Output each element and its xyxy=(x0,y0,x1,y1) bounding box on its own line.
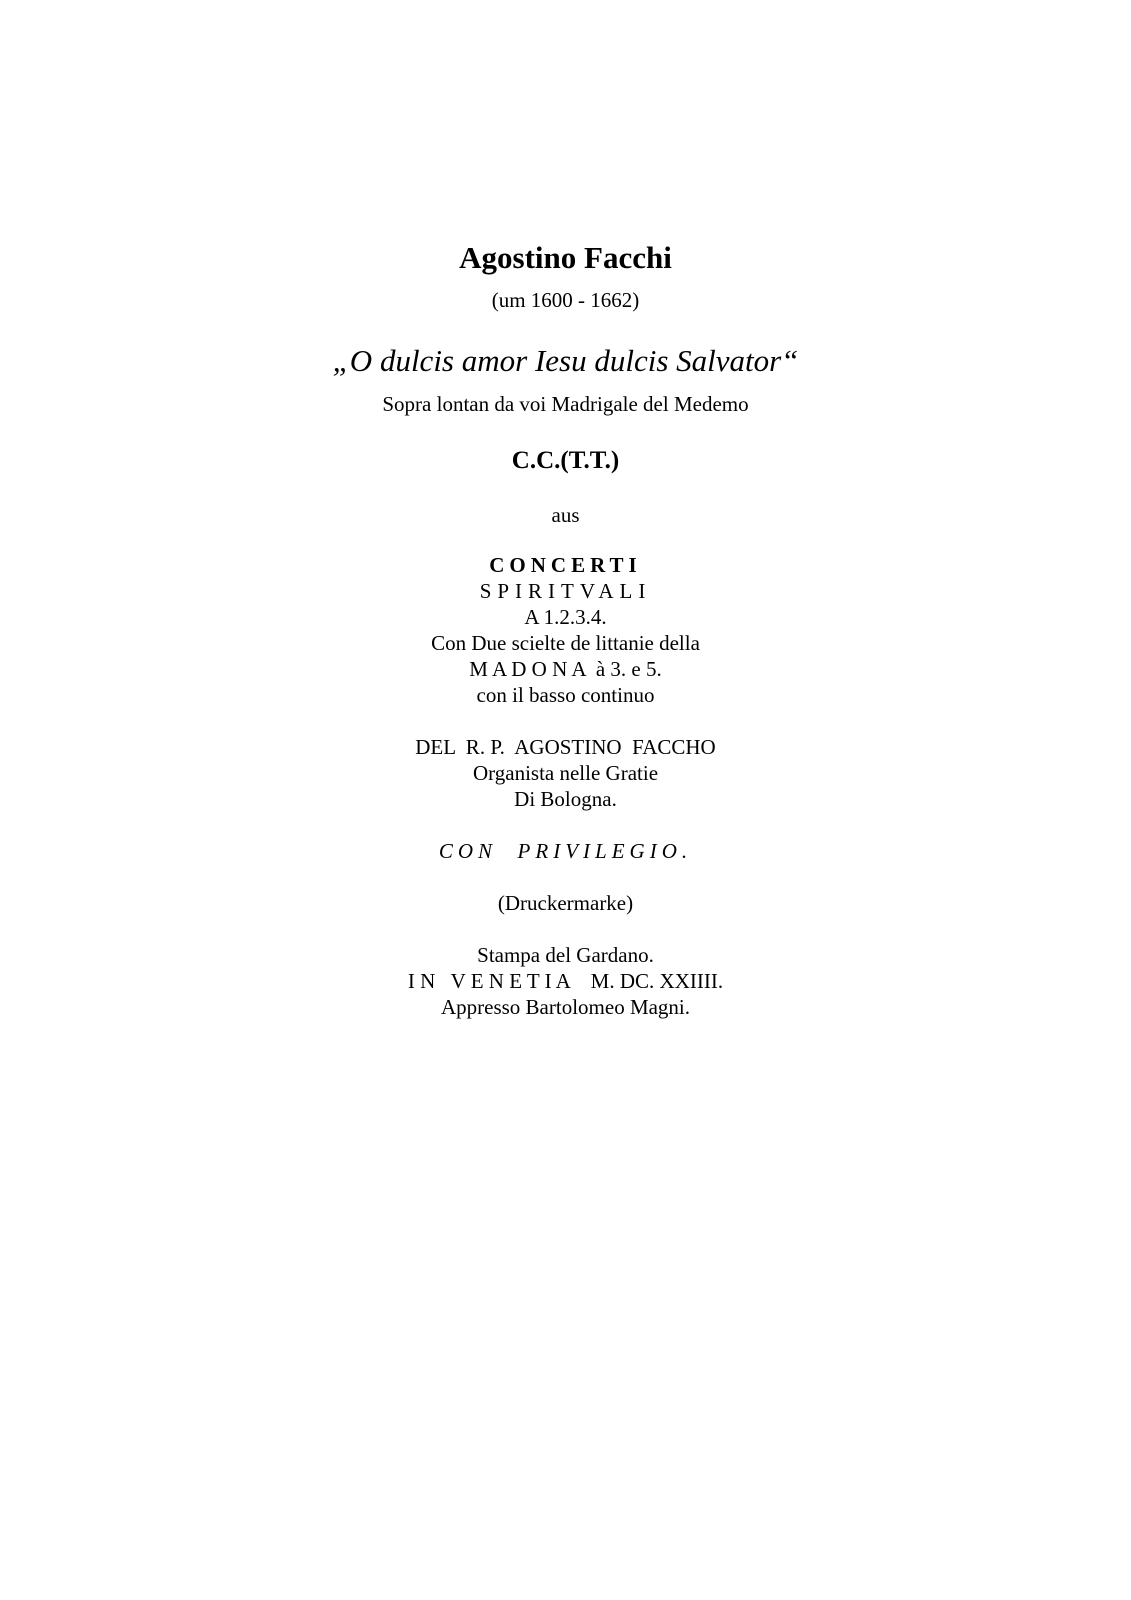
title-page-line: Con Due scielte de littanie della xyxy=(431,631,700,655)
privilege-note: CON PRIVILEGIO. xyxy=(438,839,693,863)
work-subtitle: Sopra lontan da voi Madrigale del Medemo xyxy=(382,392,749,416)
imprint-line: Appresso Bartolomeo Magni. xyxy=(440,995,691,1019)
imprint-line: I N V E N E T I A M. DC. XXIIII. xyxy=(407,969,724,993)
work-title: „O dulcis amor Iesu dulcis Salvator“ xyxy=(332,343,799,378)
imprint-line: Stampa del Gardano. xyxy=(477,943,654,967)
source-intro: aus xyxy=(551,503,580,527)
author-line: Di Bologna. xyxy=(514,787,617,811)
printer-mark-note: (Druckermarke) xyxy=(497,891,634,915)
title-page-line: M A D O N A à 3. e 5. xyxy=(469,657,662,681)
author-line: DEL R. P. AGOSTINO FACCHO xyxy=(415,735,716,759)
composer-name: Agostino Facchi xyxy=(459,240,672,275)
composer-dates: (um 1600 - 1662) xyxy=(491,288,640,312)
author-line: Organista nelle Gratie xyxy=(472,761,659,785)
title-page-line: SPIRITVALI xyxy=(479,579,652,603)
title-page-line: CONCERTI xyxy=(489,553,642,577)
voicing: C.C.(T.T.) xyxy=(511,447,620,474)
title-page-line: A 1.2.3.4. xyxy=(524,605,607,629)
title-page-line: con il basso continuo xyxy=(476,683,655,707)
